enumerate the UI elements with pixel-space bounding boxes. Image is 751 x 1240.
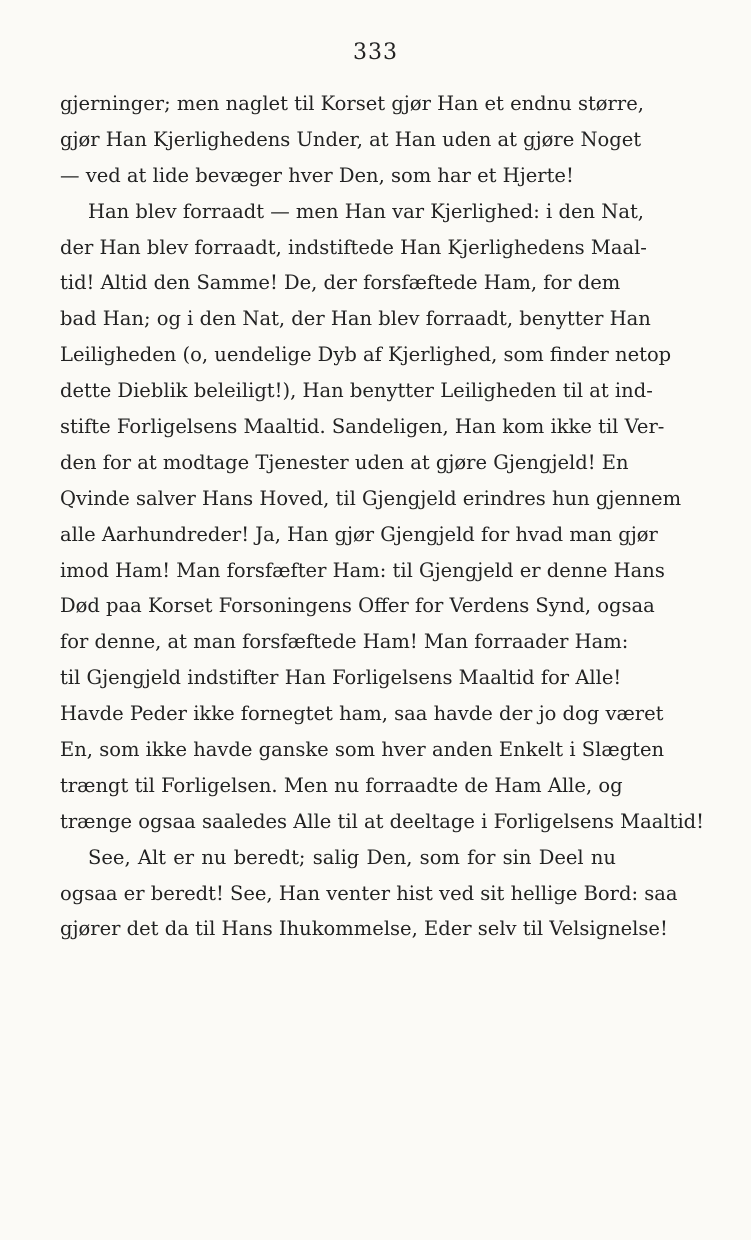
text-line: Havde Peder ikke fornegtet ham, saa havde der jo dog været — [60, 702, 664, 726]
text-line: den for at modtage Tjenester uden at gjøre Gjengjeld! En — [60, 450, 629, 474]
text-line: stifte Forligelsens Maaltid. Sandeligen, Han kom ikke til Ver- — [60, 415, 665, 439]
text-line: dette Dieblik beleiligt!), Han benytter Leiligheden til at ind- — [60, 379, 653, 403]
text-line: En, som ikke havde ganske som hver anden Enkelt i Slægten — [60, 738, 665, 762]
text-line: ogsaa er beredt! See, Han venter hist ved sit hellige Bord: saa — [60, 881, 678, 905]
text-line: trængt til Forligelsen. Men nu forraadte de Ham Alle, og — [60, 773, 623, 797]
text-line: der Han blev forraadt, indstiftede Han Kjerlighedens Maal- — [60, 235, 647, 259]
text-line: tid! Altid den Samme! De, der forsfæftede Ham, for dem — [60, 271, 621, 295]
text-line: Han blev forraadt — men Han var Kjerlighed: i den Nat, — [88, 199, 644, 223]
text-line: bad Han; og i den Nat, der Han blev forraadt, benytter Han — [60, 307, 651, 331]
text-line: alle Aarhundreder! Ja, Han gjør Gjengjeld for hvad man gjør — [60, 522, 658, 546]
text-line: Død paa Korset Forsoningens Offer for Verdens Synd, ogsaa — [60, 594, 655, 618]
body-text — [60, 86, 705, 947]
text-line: gjør Han Kjerlighedens Under, at Han uden at gjøre Noget — [60, 127, 642, 151]
text-line: — ved at lide bevæger hver Den, som har et Hjerte! — [60, 163, 574, 187]
text-line: gjører det da til Hans Ihukommelse, Eder selv til Velsignelse! — [60, 917, 668, 941]
text-line: imod Ham! Man forsfæfter Ham: til Gjengjeld er denne Hans — [60, 558, 665, 582]
text-line: Qvinde salver Hans Hoved, til Gjengjeld erindres hun gjennem — [60, 486, 682, 510]
text-line: for denne, at man forsfæftede Ham! Man forraader Ham: — [60, 630, 629, 654]
text-line: Leiligheden (o, uendelige Dyb af Kjerlighed, som finder netop — [60, 343, 672, 367]
text-line: gjerninger; men naglet til Korset gjør Han et endnu større, — [60, 92, 644, 115]
page-number: 333 — [353, 40, 398, 65]
text-line: til Gjengjeld indstifter Han Forligelsens Maaltid for Alle! — [60, 666, 622, 690]
text-line: See, Alt er nu beredt; salig Den, som for sin Deel nu — [88, 845, 616, 869]
text-line: trænge ogsaa saaledes Alle til at deeltage i Forligelsens Maaltid! — [60, 809, 705, 833]
